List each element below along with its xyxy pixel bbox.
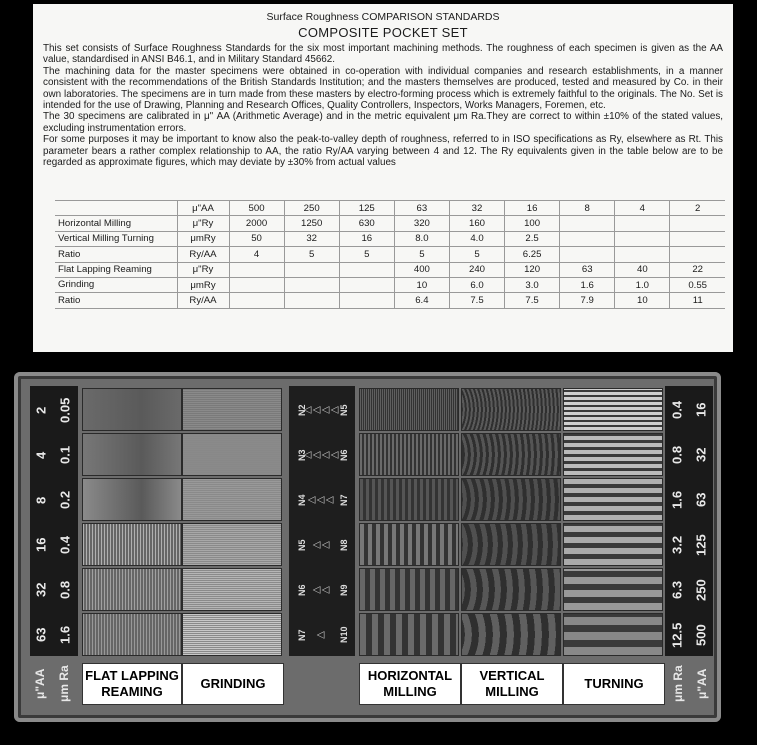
table-cell: 120	[505, 262, 560, 277]
label-horizontal-milling: HORIZONTAL MILLING	[359, 663, 461, 705]
horizontal-milling-sample	[359, 478, 459, 521]
scale-aa-value: 63	[693, 492, 709, 508]
table-cell: 250	[284, 201, 339, 216]
table-cell	[615, 231, 670, 246]
row-label: Vertical Milling Turning	[55, 231, 177, 246]
flat-lapping-sample	[82, 568, 182, 611]
scale-aa-value: 16	[33, 537, 49, 553]
scale-aa-value: 2	[33, 406, 49, 414]
table-cell: 63	[394, 201, 449, 216]
table-row	[55, 262, 725, 277]
table-cell	[229, 293, 284, 308]
table-cell	[284, 293, 339, 308]
table-cell	[339, 277, 394, 292]
scale-aa-value: 63	[33, 627, 49, 643]
table-cell: 5	[284, 247, 339, 262]
n-grade-left: N2	[297, 404, 307, 416]
flat-lapping-sample	[82, 613, 182, 656]
scale-aa-value: 4	[33, 451, 49, 459]
table-cell: 32	[449, 201, 504, 216]
scale-ra-value: 12.5	[669, 622, 685, 648]
table-cell: 500	[229, 201, 284, 216]
row-label: Ratio	[55, 293, 177, 308]
scale-aa-value: 16	[693, 402, 709, 418]
row-unit: Ry/AA	[177, 293, 229, 308]
row-unit: Ry/AA	[177, 247, 229, 262]
turning-sample	[563, 568, 663, 611]
table-cell: 125	[339, 201, 394, 216]
table-cell: 11	[670, 293, 725, 308]
table-cell	[670, 216, 725, 231]
paragraph: This set consists of Surface Roughness Standards for the six most important machining methods. The roughness of each specimen is given as the AA value, standardised in ANSI B46.1, and in Military Standard 45662.	[43, 43, 723, 66]
scale-ra-value: 1.6	[57, 625, 73, 645]
row-label: Ratio	[55, 247, 177, 262]
table-cell: 16	[339, 231, 394, 246]
unit-ra-right: μm Ra	[671, 665, 685, 703]
label-flat-lapping-reaming: FLAT LAPPING REAMING	[82, 663, 182, 705]
table-row	[55, 277, 725, 292]
n-grade-left: N7	[297, 629, 307, 641]
table-cell: 2	[670, 201, 725, 216]
table-cell: 100	[505, 216, 560, 231]
grinding-sample	[182, 523, 282, 566]
scale-ra-value: 0.4	[57, 535, 73, 555]
comparator-plate	[14, 372, 721, 722]
flat-lapping-sample	[82, 388, 182, 431]
ry-table	[55, 200, 725, 309]
row-unit: μmRy	[177, 277, 229, 292]
table-cell: 4	[229, 247, 284, 262]
table-cell: 5	[394, 247, 449, 262]
unit-aa-left: μ"AA	[33, 668, 47, 700]
scale-ra-value: 6.3	[669, 580, 685, 600]
table-cell: 6.25	[505, 247, 560, 262]
table-cell	[560, 231, 615, 246]
table-cell	[284, 262, 339, 277]
finish-triangle-symbol: ▽▽	[313, 539, 331, 551]
table-cell	[339, 293, 394, 308]
table-cell: 0.55	[670, 277, 725, 292]
table-row	[55, 231, 725, 246]
table-cell: 7.5	[449, 293, 504, 308]
card-body	[43, 43, 723, 168]
table-cell: 5	[449, 247, 504, 262]
table-cell: 7.5	[505, 293, 560, 308]
n-grade-left: N3	[297, 449, 307, 461]
table-cell	[670, 231, 725, 246]
table-cell: 50	[229, 231, 284, 246]
horizontal-milling-sample	[359, 568, 459, 611]
finish-triangle-symbol: ▽▽	[313, 584, 331, 596]
table-row	[55, 293, 725, 308]
turning-sample	[563, 478, 663, 521]
vertical-milling-sample	[461, 613, 561, 656]
table-cell: 8.0	[394, 231, 449, 246]
grinding-sample	[182, 568, 282, 611]
table-cell	[615, 247, 670, 262]
vertical-milling-sample	[461, 388, 561, 431]
scale-ra-value: 0.8	[669, 445, 685, 465]
table-cell: 8	[560, 201, 615, 216]
unit-ra-left: μm Ra	[57, 665, 71, 703]
scale-ra-value: 3.2	[669, 535, 685, 555]
finish-triangle-symbol: ▽	[317, 629, 327, 641]
table-cell	[339, 262, 394, 277]
horizontal-milling-sample	[359, 523, 459, 566]
table-cell: 4	[615, 201, 670, 216]
table-cell: 320	[394, 216, 449, 231]
flat-lapping-sample	[82, 433, 182, 476]
n-grade-right: N7	[339, 494, 349, 506]
turning-sample	[563, 613, 663, 656]
turning-sample	[563, 433, 663, 476]
n-grade-right: N5	[339, 404, 349, 416]
table-cell: 40	[615, 262, 670, 277]
table-cell: 16	[505, 201, 560, 216]
row-label: Flat Lapping Reaming	[55, 262, 177, 277]
scale-ra-value: 0.2	[57, 490, 73, 510]
table-cell: 4.0	[449, 231, 504, 246]
table-cell	[615, 216, 670, 231]
vertical-milling-sample	[461, 478, 561, 521]
table-cell: 10	[615, 293, 670, 308]
n-grade-right: N8	[339, 539, 349, 551]
label-grinding: GRINDING	[182, 663, 284, 705]
grinding-sample	[182, 433, 282, 476]
row-label: Grinding	[55, 277, 177, 292]
table-cell	[229, 277, 284, 292]
flat-lapping-sample	[82, 478, 182, 521]
table-cell: 2.5	[505, 231, 560, 246]
vertical-milling-sample	[461, 523, 561, 566]
horizontal-milling-sample	[359, 388, 459, 431]
turning-sample	[563, 523, 663, 566]
n-grade-left: N4	[297, 494, 307, 506]
card-title: COMPOSITE POCKET SET	[298, 25, 468, 40]
table-cell: 63	[560, 262, 615, 277]
horizontal-milling-sample	[359, 433, 459, 476]
vertical-milling-sample	[461, 433, 561, 476]
scale-ra-value: 0.1	[57, 445, 73, 465]
grinding-sample	[182, 388, 282, 431]
finish-triangle-symbol: ▽▽▽▽	[304, 404, 340, 416]
row-unit: μ"AA	[177, 201, 229, 216]
scale-aa-value: 8	[33, 496, 49, 504]
n-grade-left: N6	[297, 584, 307, 596]
scale-aa-value: 32	[693, 447, 709, 463]
table-cell: 7.9	[560, 293, 615, 308]
horizontal-milling-sample	[359, 613, 459, 656]
table-cell: 240	[449, 262, 504, 277]
table-row	[55, 201, 725, 216]
table-row	[55, 216, 725, 231]
scale-aa-value: 125	[693, 534, 709, 556]
table-cell: 10	[394, 277, 449, 292]
instruction-card	[33, 4, 733, 352]
grinding-sample	[182, 613, 282, 656]
table-row	[55, 247, 725, 262]
table-cell	[229, 262, 284, 277]
flat-lapping-sample	[82, 523, 182, 566]
label-turning: TURNING	[563, 663, 665, 705]
scale-aa-value: 250	[693, 579, 709, 601]
scale-ra-value: 0.8	[57, 580, 73, 600]
unit-aa-right: μ"AA	[695, 668, 709, 700]
table-cell	[560, 216, 615, 231]
table-cell: 6.0	[449, 277, 504, 292]
table-cell: 160	[449, 216, 504, 231]
turning-sample	[563, 388, 663, 431]
scale-ra-value: 0.05	[57, 397, 73, 423]
vertical-milling-sample	[461, 568, 561, 611]
paragraph: The machining data for the master specimens were obtained in co-operation with individual companies and research establishments, in a manner consistent with the recommendations of the British Standards Institution; and the masters themselves are produced, tested and measured by Co. in their own laboratories. The specimens are in turn made from these masters by electro-forming process which is extremely faithful to the originals. The No. Set is intended for the use of Drawing, Planning and Research Offices, Quality Controllers, Inspectors, Works Managers, Foremen, etc.	[43, 65, 723, 112]
paragraph: The 30 specimens are calibrated in μ" AA (Arithmetic Average) and in the metric equivalent μm Ra.They are correct to within ±10% of the stated values, excluding instrumentation errors.	[43, 111, 723, 134]
scale-aa-value: 32	[33, 582, 49, 598]
finish-triangle-symbol: ▽▽▽	[308, 494, 336, 506]
table-cell: 32	[284, 231, 339, 246]
label-vertical-milling: VERTICAL MILLING	[461, 663, 563, 705]
finish-triangle-symbol: ▽▽▽▽	[304, 449, 340, 461]
table-cell: 400	[394, 262, 449, 277]
row-unit: μmRy	[177, 231, 229, 246]
table-cell: 2000	[229, 216, 284, 231]
table-cell	[670, 247, 725, 262]
paragraph: For some purposes it may be important to know also the peak-to-valley depth of roughness, referred to in ISO specifications as Ry, elsewhere as Rt. This parameter bears a rather complex relationship to AA, the ratio Ry/AA varying between 4 and 12. The Ry equivalents given in the table below are to be regarded as approximate figures, which may deviate by ±30% from actual values	[43, 134, 723, 169]
table-cell	[284, 277, 339, 292]
n-grade-right: N9	[339, 584, 349, 596]
row-label	[55, 201, 177, 216]
table-cell: 1.6	[560, 277, 615, 292]
grinding-sample	[182, 478, 282, 521]
card-header: Surface Roughness COMPARISON STANDARDS	[266, 11, 500, 23]
table-cell: 1.0	[615, 277, 670, 292]
n-grade-right: N6	[339, 449, 349, 461]
n-grade-left: N5	[297, 539, 307, 551]
scale-ra-value: 0.4	[669, 400, 685, 420]
table-cell	[560, 247, 615, 262]
table-cell: 3.0	[505, 277, 560, 292]
table-cell: 6.4	[394, 293, 449, 308]
table-cell: 22	[670, 262, 725, 277]
table-cell: 1250	[284, 216, 339, 231]
table-cell: 630	[339, 216, 394, 231]
row-unit: μ"Ry	[177, 216, 229, 231]
row-label: Horizontal Milling	[55, 216, 177, 231]
scale-ra-value: 1.6	[669, 490, 685, 510]
row-unit: μ"Ry	[177, 262, 229, 277]
scale-aa-value: 500	[693, 624, 709, 646]
table-cell: 5	[339, 247, 394, 262]
n-grade-right: N10	[339, 626, 349, 644]
